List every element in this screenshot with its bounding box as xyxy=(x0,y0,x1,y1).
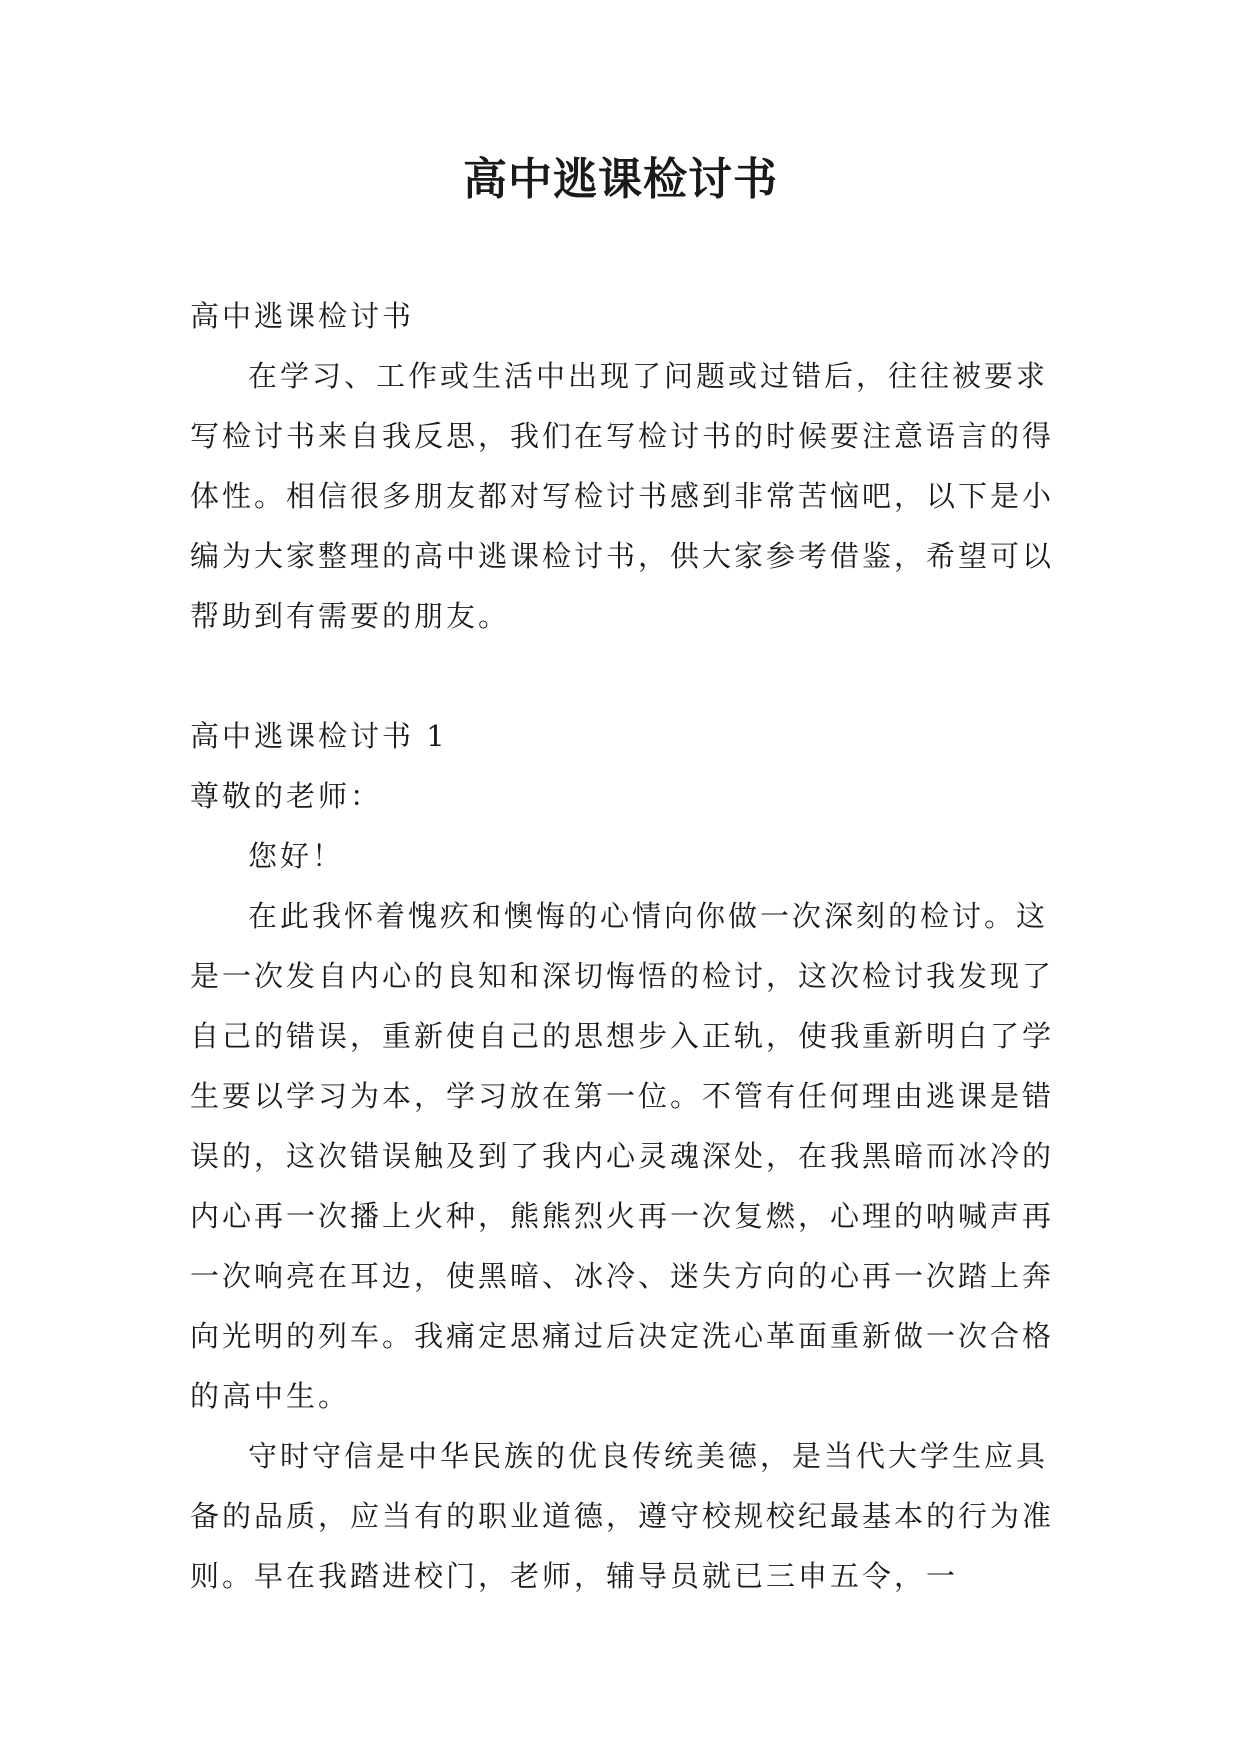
document-body xyxy=(190,286,1060,1606)
document-title: 高中逃课检讨书 xyxy=(463,154,778,205)
section-title: 高中逃课检讨书 1 xyxy=(190,719,448,753)
body-paragraph-1: 在此我怀着愧疚和懊悔的心情向你做一次深刻的检讨。这是一次发自内心的良知和深切悔悟的检讨，这次检讨我发现了自己的错误，重新使自己的思想步入正轨，使我重新明白了学生要以学习为本，学习放在第一位。不管有任何理由逃课是错误的，这次错误触及到了我内心灵魂深处，在我黑暗而冰冷的内心再一次播上火种，熊熊烈火再一次复燃，心理的呐喊声再一次响亮在耳边，使黑暗、冰冷、迷失方向的心再一次踏上奔向光明的列车。我痛定思痛过后决定洗心革面重新做一次合格的高中生。 xyxy=(190,899,1055,1413)
body-paragraph-2: 守时守信是中华民族的优良传统美德，是当代大学生应具备的品质，应当有的职业道德，遵守校规校纪最基本的行为准则。早在我踏进校门，老师，辅导员就已三申五令，一 xyxy=(190,1439,1055,1593)
paragraph-gap xyxy=(190,646,1060,706)
intro-paragraph: 在学习、工作或生活中出现了问题或过错后，往往被要求写检讨书来自我反思，我们在写检讨书的时候要注意语言的得体性。相信很多朋友都对写检讨书感到非常苦恼吧，以下是小编为大家整理的高中逃课检讨书，供大家参考借鉴，希望可以帮助到有需要的朋友。 xyxy=(190,359,1055,633)
document-heading: 高中逃课检讨书 xyxy=(190,299,415,333)
salutation: 尊敬的老师： xyxy=(190,779,383,813)
greeting: 您好！ xyxy=(248,839,345,873)
